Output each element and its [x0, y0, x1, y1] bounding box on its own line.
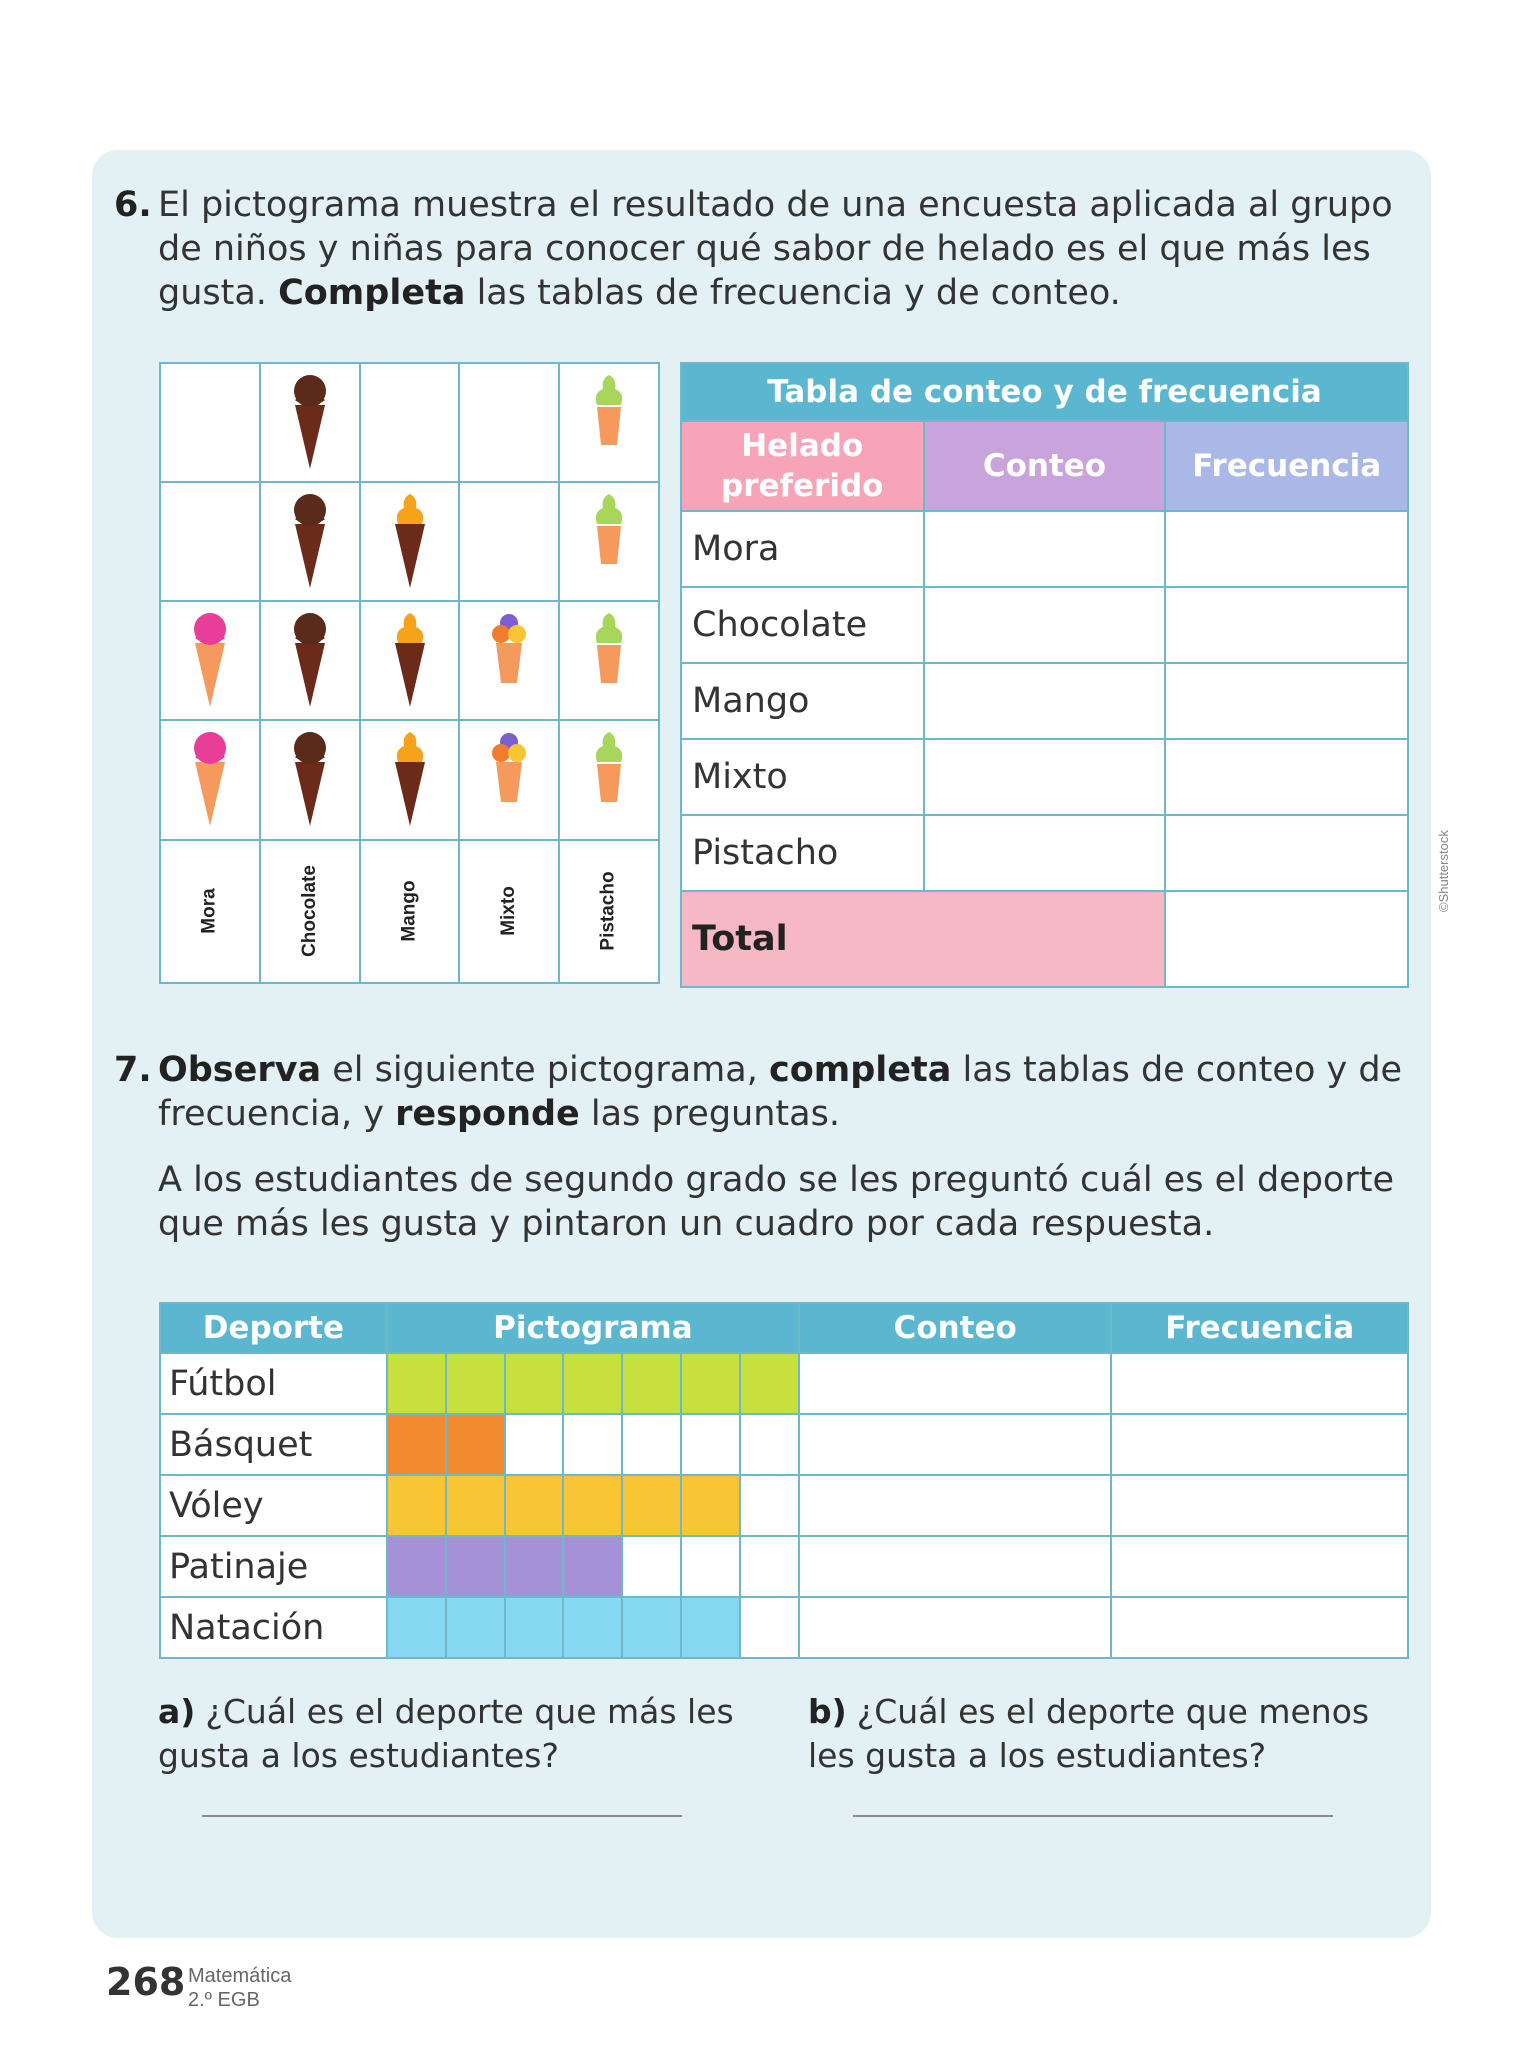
- ice-cream-mora-icon: [188, 815, 232, 834]
- row-label: Mixto: [681, 739, 924, 815]
- pictogram-square: [681, 1597, 740, 1658]
- ice-cream-chocolate-icon: [288, 696, 332, 715]
- ice-cream-frequency-table: [680, 362, 1409, 988]
- pictogram-cell: [459, 482, 559, 601]
- sport-label: Vóley: [160, 1475, 387, 1536]
- pictogram-cell: [260, 363, 360, 482]
- exercise-6-instructions: El pictograma muestra el resultado de una encuesta aplicada al grupo de niños y niñas para conocer qué sabor de helado es el que más les gusta. Completa las tablas de frecuencia y de conteo.: [158, 185, 1393, 313]
- pictogram-square: [681, 1414, 740, 1475]
- pictogram-square: [387, 1414, 446, 1475]
- pictogram-square: [505, 1597, 564, 1658]
- ice-cream-pistacho-icon: [587, 577, 631, 596]
- pictogram-square: [563, 1536, 622, 1597]
- pictogram-cell: [260, 601, 360, 720]
- frecuencia-cell[interactable]: [1111, 1536, 1408, 1597]
- answer-line-a[interactable]: [202, 1815, 682, 1817]
- pictogram-square: [505, 1536, 564, 1597]
- header-deporte: Deporte: [160, 1303, 387, 1353]
- pictogram-cell: [360, 482, 460, 601]
- table-title: Tabla de conteo y de frecuencia: [681, 363, 1408, 421]
- conteo-cell[interactable]: [799, 1475, 1111, 1536]
- frecuencia-cell[interactable]: [1165, 663, 1408, 739]
- pictogram-square: [740, 1597, 799, 1658]
- table-row: [160, 1475, 1408, 1536]
- ice-cream-chocolate-icon: [288, 577, 332, 596]
- pictogram-cell: [160, 601, 260, 720]
- ice-cream-pistacho-icon: [587, 696, 631, 715]
- pictogram-square: [505, 1475, 564, 1536]
- pictogram-square: [387, 1597, 446, 1658]
- pictogram-cell: [160, 363, 260, 482]
- pictogram-cell: [160, 482, 260, 601]
- row-label: Chocolate: [681, 587, 924, 663]
- pictogram-cell: [459, 601, 559, 720]
- pictogram-square: [505, 1353, 564, 1414]
- flavor-label-cell: [160, 840, 260, 983]
- conteo-cell[interactable]: [924, 587, 1166, 663]
- ice-cream-pistacho-icon: [587, 815, 631, 834]
- pictogram-square: [622, 1536, 681, 1597]
- pictogram-square: [681, 1353, 740, 1414]
- pictogram-square: [563, 1597, 622, 1658]
- pictogram-cell: [360, 720, 460, 839]
- conteo-cell[interactable]: [799, 1536, 1111, 1597]
- conteo-cell[interactable]: [799, 1414, 1111, 1475]
- pictogram-square: [505, 1414, 564, 1475]
- pictogram-square: [622, 1353, 681, 1414]
- pictogram-square: [622, 1475, 681, 1536]
- pictogram-square: [622, 1414, 681, 1475]
- frecuencia-cell[interactable]: [1111, 1475, 1408, 1536]
- sport-label: Fútbol: [160, 1353, 387, 1414]
- pictogram-square: [740, 1536, 799, 1597]
- sport-label: Patinaje: [160, 1536, 387, 1597]
- ice-cream-mango-icon: [388, 696, 432, 715]
- pictogram-square: [446, 1475, 505, 1536]
- table-row: [160, 1414, 1408, 1475]
- pictogram-cell: [360, 601, 460, 720]
- flavor-label-cell: [459, 840, 559, 983]
- ice-cream-mango-icon: [388, 577, 432, 596]
- pictogram-square: [622, 1597, 681, 1658]
- frecuencia-cell[interactable]: [1165, 815, 1408, 891]
- pictogram-square: [681, 1475, 740, 1536]
- pictogram-square: [387, 1475, 446, 1536]
- frecuencia-cell[interactable]: [1111, 1414, 1408, 1475]
- pictogram-square: [740, 1414, 799, 1475]
- conteo-cell[interactable]: [799, 1597, 1111, 1658]
- header-conteo: Conteo: [799, 1303, 1111, 1353]
- sport-pictogram-table: [159, 1302, 1409, 1659]
- header-frecuencia: Frecuencia: [1165, 421, 1408, 511]
- table-row: [160, 1353, 1408, 1414]
- footer-subject: Matemática 2.º EGB: [188, 1965, 292, 2011]
- pictogram-square: [563, 1475, 622, 1536]
- pictogram-square: [387, 1353, 446, 1414]
- pictogram-square: [563, 1414, 622, 1475]
- pictogram-cell: [559, 720, 659, 839]
- table-row: [160, 1536, 1408, 1597]
- answer-line-b[interactable]: [853, 1815, 1333, 1817]
- frecuencia-cell[interactable]: [1111, 1353, 1408, 1414]
- ice-cream-pistacho-icon: [587, 458, 631, 477]
- ice-cream-pictogram: [159, 362, 660, 984]
- pictogram-square: [681, 1536, 740, 1597]
- header-pictograma: Pictograma: [387, 1303, 799, 1353]
- pictogram-square: [740, 1353, 799, 1414]
- frecuencia-cell[interactable]: [1165, 739, 1408, 815]
- conteo-cell[interactable]: [924, 511, 1166, 587]
- ice-cream-chocolate-icon: [288, 458, 332, 477]
- ice-cream-mango-icon: [388, 815, 432, 834]
- frecuencia-cell[interactable]: [1111, 1597, 1408, 1658]
- row-label: Mora: [681, 511, 924, 587]
- flavor-label-cell: [260, 840, 360, 983]
- row-label: Mango: [681, 663, 924, 739]
- total-cell[interactable]: [1165, 891, 1408, 987]
- pictogram-square: [563, 1353, 622, 1414]
- header-conteo: Conteo: [924, 421, 1166, 511]
- header-frecuencia: Frecuencia: [1111, 1303, 1408, 1353]
- ice-cream-mixto-icon: [487, 696, 531, 715]
- flavor-label: Chocolate: [298, 865, 320, 958]
- exercise-7-number: 7.: [114, 1050, 152, 1090]
- ice-cream-chocolate-icon: [288, 815, 332, 834]
- exercise-7-intro: A los estudiantes de segundo grado se les preguntó cuál es el deporte que más les gusta y pintaron un cuadro por cada respuesta.: [158, 1160, 1394, 1244]
- pictogram-square: [446, 1597, 505, 1658]
- conteo-cell[interactable]: [924, 815, 1166, 891]
- pictogram-cell: [260, 482, 360, 601]
- sport-label: Natación: [160, 1597, 387, 1658]
- pictogram-cell: [160, 720, 260, 839]
- conteo-cell[interactable]: [924, 663, 1166, 739]
- exercise-6-number: 6.: [114, 185, 152, 225]
- pictogram-cell: [559, 601, 659, 720]
- flavor-label-cell: [559, 840, 659, 983]
- ice-cream-mora-icon: [188, 696, 232, 715]
- table-row: [160, 1597, 1408, 1658]
- pictogram-square: [446, 1353, 505, 1414]
- pictogram-cell: [559, 482, 659, 601]
- flavor-label: Mixto: [498, 886, 520, 937]
- question-a: a) ¿Cuál es el deporte que más les gusta a los estudiantes?: [158, 1692, 734, 1775]
- pictogram-cell: [260, 720, 360, 839]
- pictogram-cell: [360, 363, 460, 482]
- pictogram-square: [387, 1536, 446, 1597]
- frecuencia-cell[interactable]: [1165, 511, 1408, 587]
- flavor-label: Mango: [398, 880, 420, 942]
- page-number: 268: [106, 1960, 186, 2004]
- image-credit: ©Shutterstock: [1436, 830, 1451, 912]
- exercise-7-instructions: Observa el siguiente pictograma, completa las tablas de conteo y de frecuencia, y responde las preguntas.: [158, 1050, 1403, 1134]
- conteo-cell[interactable]: [799, 1353, 1111, 1414]
- flavor-label-cell: [360, 840, 460, 983]
- question-b: b) ¿Cuál es el deporte que menos les gusta a los estudiantes?: [808, 1692, 1370, 1775]
- pictogram-cell: [459, 363, 559, 482]
- sport-label: Básquet: [160, 1414, 387, 1475]
- frecuencia-cell[interactable]: [1165, 587, 1408, 663]
- pictogram-square: [446, 1414, 505, 1475]
- conteo-cell[interactable]: [924, 739, 1166, 815]
- row-label: Pistacho: [681, 815, 924, 891]
- pictogram-cell: [559, 363, 659, 482]
- total-label: Total: [681, 891, 1165, 987]
- flavor-label: Pistacho: [598, 871, 620, 951]
- pictogram-cell: [459, 720, 559, 839]
- pictogram-square: [446, 1536, 505, 1597]
- ice-cream-mixto-icon: [487, 815, 531, 834]
- header-helado: Helado preferido: [681, 421, 924, 511]
- flavor-label: Mora: [198, 888, 220, 934]
- pictogram-square: [740, 1475, 799, 1536]
